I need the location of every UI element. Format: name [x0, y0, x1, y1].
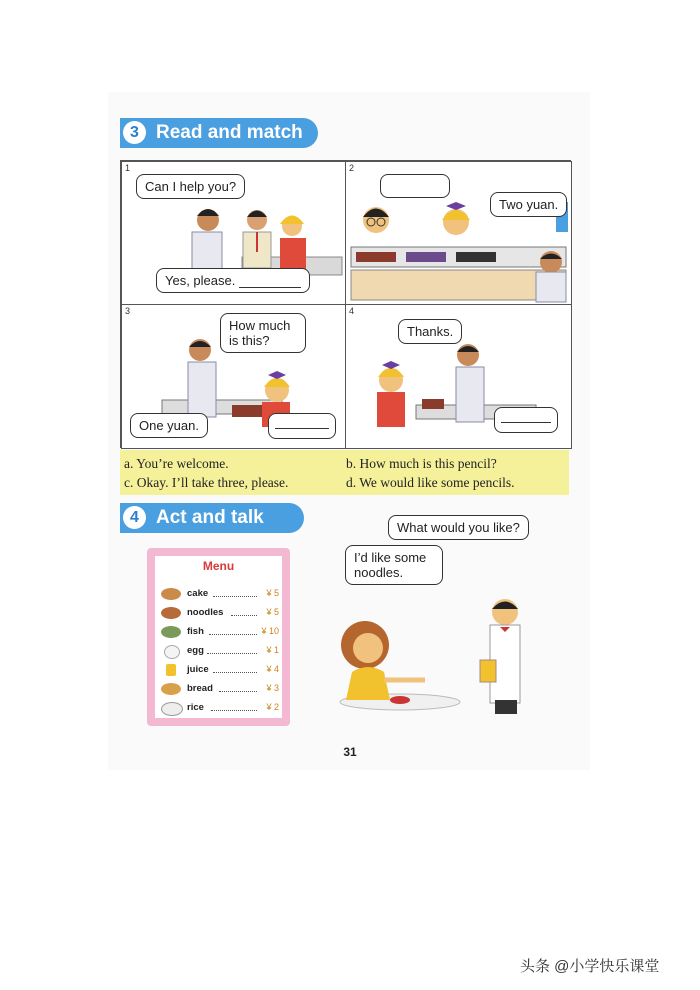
answer-blank[interactable]: [275, 416, 329, 429]
menu-item-name: noodles: [187, 607, 224, 618]
menu-dots: [213, 596, 257, 597]
comic-panel-3: [121, 304, 347, 449]
speech-bubble: [398, 319, 462, 344]
bubble-text: Yes, please.: [165, 273, 236, 288]
comic-grid: [120, 160, 571, 448]
bubble-text: Two yuan.: [499, 197, 559, 212]
noodles-icon: [161, 607, 181, 619]
watermark: 头条 @小学快乐课堂: [520, 958, 660, 975]
section-4-number: 4: [123, 506, 146, 529]
menu-item-name: cake: [187, 588, 209, 599]
comic-panel-1: [121, 161, 347, 306]
bubble-text: What would you like?: [397, 520, 520, 535]
menu-item[interactable]: [161, 643, 279, 660]
panel-number: 2: [349, 163, 355, 173]
panel-number: 4: [349, 306, 355, 316]
empty-speech-bubble[interactable]: [494, 407, 558, 433]
section-3-number: 3: [123, 121, 146, 144]
menu-dots: [207, 653, 257, 654]
girl-speech-bubble: [345, 545, 443, 585]
empty-speech-bubble[interactable]: [380, 174, 450, 198]
speech-bubble: [136, 174, 245, 199]
option-d[interactable]: d. We would like some pencils.: [346, 475, 515, 490]
fish-icon: [161, 626, 181, 638]
bubble-text: One yuan.: [139, 418, 199, 433]
menu-item-name: egg: [187, 645, 204, 656]
menu-item-name: rice: [187, 702, 204, 713]
answer-blank[interactable]: [239, 275, 301, 288]
bread-icon: [161, 683, 181, 695]
section-3-title-text: Read and match: [156, 122, 303, 143]
panel-number: 1: [125, 163, 131, 173]
menu-item-price: ¥ 3: [266, 683, 279, 693]
menu-item-price: ¥ 10: [261, 626, 279, 636]
menu-item-name: bread: [187, 683, 213, 694]
menu-item[interactable]: [161, 624, 279, 641]
menu-item-price: ¥ 5: [266, 607, 279, 617]
food-menu: [147, 548, 290, 726]
answer-blank[interactable]: [501, 410, 551, 423]
waiter-speech-bubble: [388, 515, 529, 540]
menu-item[interactable]: [161, 662, 279, 679]
egg-icon: [164, 645, 180, 659]
section-3-title: [120, 118, 318, 148]
menu-item-price: ¥ 2: [266, 702, 279, 712]
menu-dots: [213, 672, 257, 673]
cake-icon: [161, 588, 181, 600]
comic-panel-2: [345, 161, 572, 306]
comic-panel-4: [345, 304, 572, 449]
speech-bubble: [490, 192, 567, 217]
empty-speech-bubble[interactable]: [268, 413, 336, 439]
speech-bubble: [220, 313, 306, 353]
menu-item[interactable]: [161, 700, 279, 717]
menu-item-price: ¥ 4: [266, 664, 279, 674]
option-c[interactable]: c. Okay. I’ll take three, please.: [124, 475, 289, 490]
rice-icon: [161, 702, 183, 716]
bubble-text: Can I help you?: [145, 179, 237, 194]
menu-item-price: ¥ 1: [266, 645, 279, 655]
menu-item-name: juice: [187, 664, 209, 675]
menu-card: [155, 556, 282, 718]
menu-dots: [219, 691, 257, 692]
bubble-text: Thanks.: [407, 324, 454, 339]
restaurant-illustration: [330, 590, 560, 720]
menu-item-price: ¥ 5: [266, 588, 279, 598]
panel-number: 3: [125, 306, 131, 316]
speech-bubble: [130, 413, 208, 438]
menu-item[interactable]: [161, 681, 279, 698]
option-b[interactable]: b. How much is this pencil?: [346, 456, 497, 471]
juice-icon: [166, 664, 176, 676]
menu-title: Menu: [202, 559, 235, 573]
bubble-text: I’d like some noodles.: [354, 550, 427, 580]
section-4-title-text: Act and talk: [156, 507, 264, 528]
menu-item-name: fish: [187, 626, 204, 637]
menu-item[interactable]: [161, 586, 279, 603]
menu-dots: [231, 615, 257, 616]
menu-dots: [211, 710, 257, 711]
section-4-title: [120, 503, 304, 533]
page-number: 31: [343, 745, 357, 759]
bubble-text: How much is this?: [229, 318, 291, 348]
option-a[interactable]: a. You’re welcome.: [124, 456, 229, 471]
menu-dots: [209, 634, 257, 635]
speech-bubble: [156, 268, 310, 293]
menu-item[interactable]: [161, 605, 279, 622]
answer-options: [120, 450, 569, 495]
